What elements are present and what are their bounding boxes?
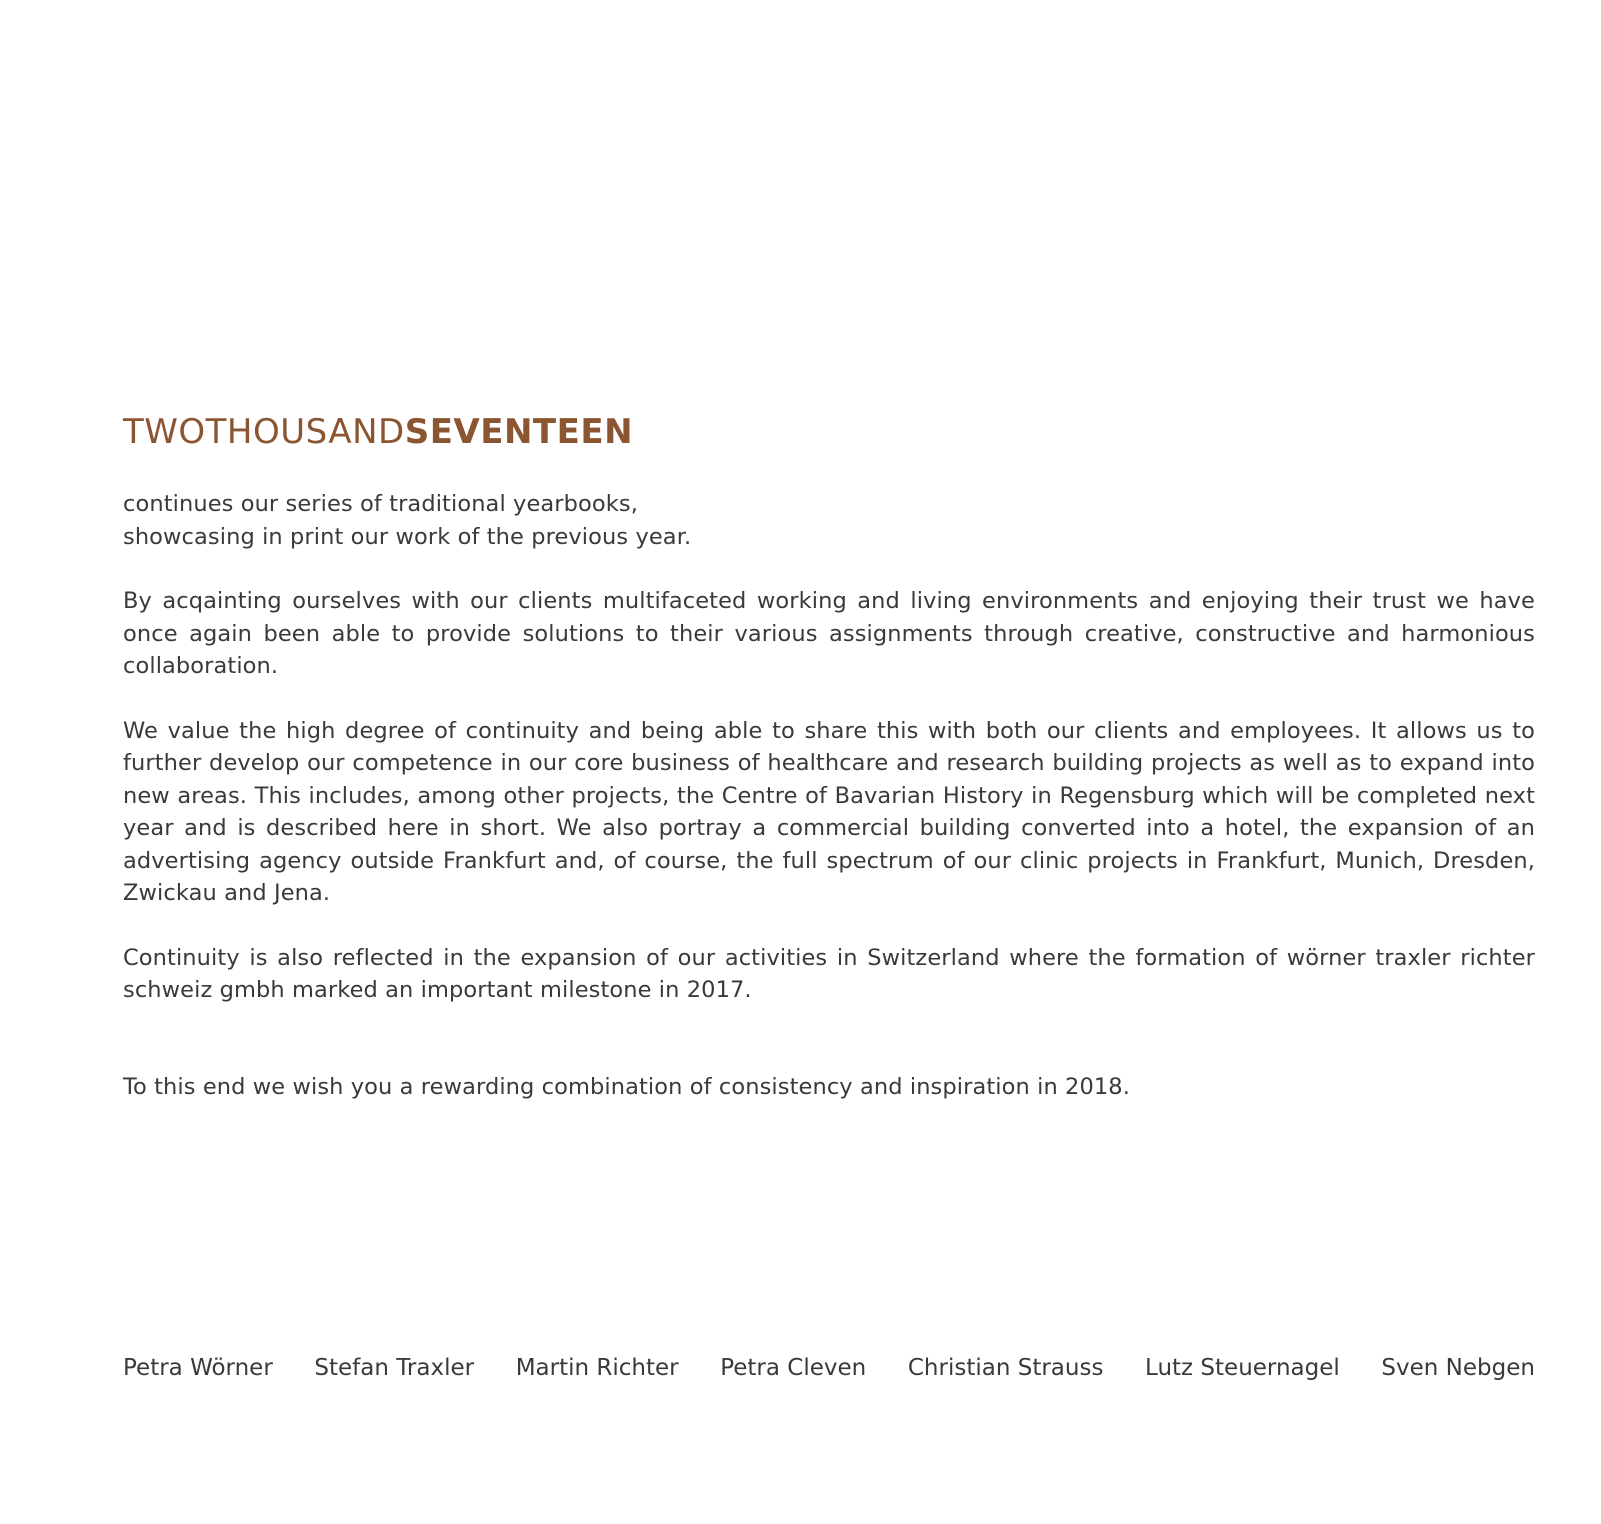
signature-name: Stefan Traxler — [314, 1355, 475, 1381]
signature-name: Petra Wörner — [123, 1355, 273, 1381]
paragraph-continuity: We value the high degree of continuity and being able to share this with both our clients and employees. It allows us to further develop our competence in our core business of healthcare and research building projects as well as to expand into new areas. This includes, among other projects, the Centre of Bavarian History in Regensburg which will be completed next year and is described here in short. We also portray a commercial building converted into a hotel, the expansion of an advertising agency outside Frankfurt and, of course, the full spectrum of our clinic projects in Frankfurt, Munich, Dresden, Zwickau and Jena. — [123, 717, 1535, 906]
closing-paragraph: To this end we wish you a rewarding combination of consistency and inspiration in 2018. — [123, 1073, 1130, 1100]
signature-name: Christian Strauss — [907, 1355, 1104, 1381]
title-light-part: TWOTHOUSAND — [123, 412, 405, 452]
letter-content — [123, 412, 1535, 1103]
signature-name: Petra Cleven — [720, 1355, 867, 1381]
intro-paragraph — [123, 488, 1535, 553]
title-bold-part: SEVENTEEN — [404, 412, 634, 452]
signature-name: Lutz Steuernagel — [1145, 1355, 1340, 1381]
signature-row — [123, 1352, 1535, 1384]
intro-line-1: continues our series of traditional yearbooks, — [123, 491, 638, 517]
signature-name: Sven Nebgen — [1381, 1355, 1535, 1381]
paragraph-collaboration: By acqainting ourselves with our clients multifaceted working and living environments and enjoying their trust we have once again been able to provide solutions to their various assignments through creative, constructive and harmonious collaboration. — [123, 588, 1535, 679]
paragraph-switzerland: Continuity is also reflected in the expansion of our activities in Switzerland where the formation of wörner traxler richter schweiz gmbh marked an important milestone in 2017. — [123, 944, 1535, 1003]
intro-line-2: showcasing in print our work of the previous year. — [123, 523, 692, 550]
signature-name: Martin Richter — [515, 1355, 679, 1381]
page-title — [123, 412, 1535, 452]
